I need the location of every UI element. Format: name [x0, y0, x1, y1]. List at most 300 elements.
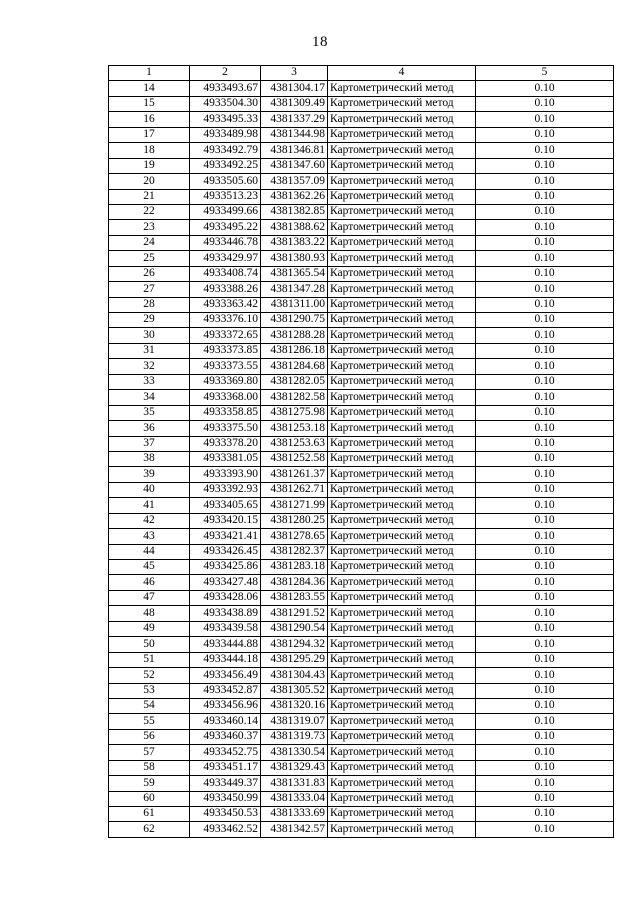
y-coordinate-cell: 4381290.54: [261, 621, 328, 636]
x-coordinate-cell: 4933428.06: [190, 590, 261, 605]
table-header-row: [109, 66, 614, 81]
method-cell: Картометрический метод: [328, 575, 476, 590]
x-coordinate-cell: 4933444.18: [190, 652, 261, 667]
x-coordinate-cell: 4933425.86: [190, 560, 261, 575]
y-coordinate-cell: 4381329.43: [261, 760, 328, 775]
y-coordinate-cell: 4381280.25: [261, 513, 328, 528]
point-number-cell: 52: [109, 668, 190, 683]
table-row: [109, 822, 614, 837]
x-coordinate-cell: 4933450.53: [190, 807, 261, 822]
point-number-cell: 27: [109, 282, 190, 297]
accuracy-cell: 0.10: [476, 127, 614, 142]
y-coordinate-cell: 4381282.58: [261, 390, 328, 405]
y-coordinate-cell: 4381305.52: [261, 683, 328, 698]
point-number-cell: 56: [109, 729, 190, 744]
method-cell: Картометрический метод: [328, 251, 476, 266]
method-cell: Картометрический метод: [328, 112, 476, 127]
y-coordinate-cell: 4381333.69: [261, 807, 328, 822]
table-body: [109, 81, 614, 837]
table-row: [109, 590, 614, 605]
accuracy-cell: 0.10: [476, 313, 614, 328]
y-coordinate-cell: 4381320.16: [261, 698, 328, 713]
y-coordinate-cell: 4381304.17: [261, 81, 328, 96]
accuracy-cell: 0.10: [476, 359, 614, 374]
point-number-cell: 51: [109, 652, 190, 667]
y-coordinate-cell: 4381383.22: [261, 235, 328, 250]
table-row: [109, 297, 614, 312]
point-number-cell: 21: [109, 189, 190, 204]
table-row: [109, 467, 614, 482]
point-number-cell: 38: [109, 451, 190, 466]
accuracy-cell: 0.10: [476, 451, 614, 466]
method-cell: Картометрический метод: [328, 436, 476, 451]
point-number-cell: 33: [109, 374, 190, 389]
point-number-cell: 60: [109, 791, 190, 806]
y-coordinate-cell: 4381295.29: [261, 652, 328, 667]
point-number-cell: 58: [109, 760, 190, 775]
y-coordinate-cell: 4381319.07: [261, 714, 328, 729]
column-header: 2: [190, 66, 261, 81]
accuracy-cell: 0.10: [476, 482, 614, 497]
point-number-cell: 62: [109, 822, 190, 837]
accuracy-cell: 0.10: [476, 560, 614, 575]
table-row: [109, 776, 614, 791]
column-header: 4: [328, 66, 476, 81]
point-number-cell: 14: [109, 81, 190, 96]
method-cell: Картометрический метод: [328, 374, 476, 389]
method-cell: Картометрический метод: [328, 81, 476, 96]
method-cell: Картометрический метод: [328, 807, 476, 822]
accuracy-cell: 0.10: [476, 235, 614, 250]
x-coordinate-cell: 4933393.90: [190, 467, 261, 482]
method-cell: Картометрический метод: [328, 652, 476, 667]
accuracy-cell: 0.10: [476, 467, 614, 482]
column-header: 5: [476, 66, 614, 81]
accuracy-cell: 0.10: [476, 282, 614, 297]
table-row: [109, 560, 614, 575]
x-coordinate-cell: 4933373.55: [190, 359, 261, 374]
y-coordinate-cell: 4381388.62: [261, 220, 328, 235]
page-number: 18: [312, 34, 328, 50]
y-coordinate-cell: 4381304.43: [261, 668, 328, 683]
method-cell: Картометрический метод: [328, 96, 476, 111]
point-number-cell: 30: [109, 328, 190, 343]
table-row: [109, 313, 614, 328]
accuracy-cell: 0.10: [476, 544, 614, 559]
point-number-cell: 26: [109, 266, 190, 281]
point-number-cell: 40: [109, 482, 190, 497]
x-coordinate-cell: 4933444.88: [190, 637, 261, 652]
y-coordinate-cell: 4381283.55: [261, 590, 328, 605]
table-row: [109, 421, 614, 436]
point-number-cell: 57: [109, 745, 190, 760]
y-coordinate-cell: 4381342.57: [261, 822, 328, 837]
column-header: 1: [109, 66, 190, 81]
method-cell: Картометрический метод: [328, 282, 476, 297]
x-coordinate-cell: 4933450.99: [190, 791, 261, 806]
table-row: [109, 220, 614, 235]
point-number-cell: 17: [109, 127, 190, 142]
table-row: [109, 807, 614, 822]
x-coordinate-cell: 4933426.45: [190, 544, 261, 559]
table-row: [109, 328, 614, 343]
y-coordinate-cell: 4381311.00: [261, 297, 328, 312]
x-coordinate-cell: 4933373.85: [190, 343, 261, 358]
x-coordinate-cell: 4933376.10: [190, 313, 261, 328]
table-row: [109, 266, 614, 281]
x-coordinate-cell: 4933427.48: [190, 575, 261, 590]
accuracy-cell: 0.10: [476, 112, 614, 127]
x-coordinate-cell: 4933381.05: [190, 451, 261, 466]
y-coordinate-cell: 4381319.73: [261, 729, 328, 744]
table-row: [109, 112, 614, 127]
method-cell: Картометрический метод: [328, 235, 476, 250]
table-row: [109, 513, 614, 528]
point-number-cell: 50: [109, 637, 190, 652]
y-coordinate-cell: 4381282.05: [261, 374, 328, 389]
table-row: [109, 390, 614, 405]
table-row: [109, 204, 614, 219]
point-number-cell: 42: [109, 513, 190, 528]
accuracy-cell: 0.10: [476, 421, 614, 436]
y-coordinate-cell: 4381284.68: [261, 359, 328, 374]
accuracy-cell: 0.10: [476, 390, 614, 405]
x-coordinate-cell: 4933492.79: [190, 143, 261, 158]
table-row: [109, 189, 614, 204]
y-coordinate-cell: 4381290.75: [261, 313, 328, 328]
table-row: [109, 174, 614, 189]
accuracy-cell: 0.10: [476, 374, 614, 389]
method-cell: Картометрический метод: [328, 729, 476, 744]
y-coordinate-cell: 4381309.49: [261, 96, 328, 111]
method-cell: Картометрический метод: [328, 390, 476, 405]
method-cell: Картометрический метод: [328, 606, 476, 621]
method-cell: Картометрический метод: [328, 590, 476, 605]
x-coordinate-cell: 4933429.97: [190, 251, 261, 266]
x-coordinate-cell: 4933363.42: [190, 297, 261, 312]
method-cell: Картометрический метод: [328, 158, 476, 173]
point-number-cell: 32: [109, 359, 190, 374]
method-cell: Картометрический метод: [328, 822, 476, 837]
table-row: [109, 343, 614, 358]
table-row: [109, 652, 614, 667]
x-coordinate-cell: 4933449.37: [190, 776, 261, 791]
y-coordinate-cell: 4381253.63: [261, 436, 328, 451]
method-cell: Картометрический метод: [328, 637, 476, 652]
point-number-cell: 48: [109, 606, 190, 621]
table-row: [109, 405, 614, 420]
point-number-cell: 23: [109, 220, 190, 235]
x-coordinate-cell: 4933438.89: [190, 606, 261, 621]
x-coordinate-cell: 4933451.17: [190, 760, 261, 775]
y-coordinate-cell: 4381253.18: [261, 421, 328, 436]
table-row: [109, 158, 614, 173]
y-coordinate-cell: 4381262.71: [261, 482, 328, 497]
method-cell: Картометрический метод: [328, 513, 476, 528]
accuracy-cell: 0.10: [476, 81, 614, 96]
x-coordinate-cell: 4933452.87: [190, 683, 261, 698]
table-row: [109, 760, 614, 775]
table-row: [109, 81, 614, 96]
x-coordinate-cell: 4933421.41: [190, 529, 261, 544]
accuracy-cell: 0.10: [476, 575, 614, 590]
y-coordinate-cell: 4381333.04: [261, 791, 328, 806]
y-coordinate-cell: 4381380.93: [261, 251, 328, 266]
method-cell: Картометрический метод: [328, 174, 476, 189]
accuracy-cell: 0.10: [476, 204, 614, 219]
y-coordinate-cell: 4381294.32: [261, 637, 328, 652]
method-cell: Картометрический метод: [328, 791, 476, 806]
accuracy-cell: 0.10: [476, 590, 614, 605]
point-number-cell: 22: [109, 204, 190, 219]
x-coordinate-cell: 4933456.96: [190, 698, 261, 713]
table-row: [109, 683, 614, 698]
point-number-cell: 41: [109, 498, 190, 513]
column-header: 3: [261, 66, 328, 81]
accuracy-cell: 0.10: [476, 729, 614, 744]
method-cell: Картометрический метод: [328, 714, 476, 729]
method-cell: Картометрический метод: [328, 297, 476, 312]
accuracy-cell: 0.10: [476, 683, 614, 698]
table-row: [109, 729, 614, 744]
x-coordinate-cell: 4933446.78: [190, 235, 261, 250]
point-number-cell: 61: [109, 807, 190, 822]
method-cell: Картометрический метод: [328, 343, 476, 358]
y-coordinate-cell: 4381331.83: [261, 776, 328, 791]
x-coordinate-cell: 4933378.20: [190, 436, 261, 451]
point-number-cell: 31: [109, 343, 190, 358]
point-number-cell: 53: [109, 683, 190, 698]
x-coordinate-cell: 4933489.98: [190, 127, 261, 142]
y-coordinate-cell: 4381271.99: [261, 498, 328, 513]
accuracy-cell: 0.10: [476, 266, 614, 281]
accuracy-cell: 0.10: [476, 529, 614, 544]
method-cell: Картометрический метод: [328, 189, 476, 204]
y-coordinate-cell: 4381347.60: [261, 158, 328, 173]
y-coordinate-cell: 4381346.81: [261, 143, 328, 158]
method-cell: Картометрический метод: [328, 621, 476, 636]
x-coordinate-cell: 4933460.37: [190, 729, 261, 744]
method-cell: Картометрический метод: [328, 544, 476, 559]
point-number-cell: 55: [109, 714, 190, 729]
method-cell: Картометрический метод: [328, 266, 476, 281]
accuracy-cell: 0.10: [476, 807, 614, 822]
point-number-cell: 16: [109, 112, 190, 127]
table-row: [109, 359, 614, 374]
y-coordinate-cell: 4381282.37: [261, 544, 328, 559]
accuracy-cell: 0.10: [476, 343, 614, 358]
method-cell: Картометрический метод: [328, 698, 476, 713]
y-coordinate-cell: 4381357.09: [261, 174, 328, 189]
point-number-cell: 45: [109, 560, 190, 575]
method-cell: Картометрический метод: [328, 776, 476, 791]
method-cell: Картометрический метод: [328, 359, 476, 374]
point-number-cell: 44: [109, 544, 190, 559]
accuracy-cell: 0.10: [476, 405, 614, 420]
method-cell: Картометрический метод: [328, 560, 476, 575]
method-cell: Картометрический метод: [328, 313, 476, 328]
accuracy-cell: 0.10: [476, 513, 614, 528]
accuracy-cell: 0.10: [476, 143, 614, 158]
y-coordinate-cell: 4381252.58: [261, 451, 328, 466]
accuracy-cell: 0.10: [476, 760, 614, 775]
method-cell: Картометрический метод: [328, 482, 476, 497]
point-number-cell: 59: [109, 776, 190, 791]
point-number-cell: 43: [109, 529, 190, 544]
table-row: [109, 143, 614, 158]
x-coordinate-cell: 4933492.25: [190, 158, 261, 173]
x-coordinate-cell: 4933388.26: [190, 282, 261, 297]
x-coordinate-cell: 4933460.14: [190, 714, 261, 729]
table-row: [109, 637, 614, 652]
accuracy-cell: 0.10: [476, 714, 614, 729]
point-number-cell: 39: [109, 467, 190, 482]
table-row: [109, 606, 614, 621]
y-coordinate-cell: 4381286.18: [261, 343, 328, 358]
point-number-cell: 25: [109, 251, 190, 266]
table-row: [109, 791, 614, 806]
method-cell: Картометрический метод: [328, 220, 476, 235]
y-coordinate-cell: 4381347.28: [261, 282, 328, 297]
table-row: [109, 621, 614, 636]
point-number-cell: 34: [109, 390, 190, 405]
y-coordinate-cell: 4381344.98: [261, 127, 328, 142]
accuracy-cell: 0.10: [476, 174, 614, 189]
accuracy-cell: 0.10: [476, 822, 614, 837]
accuracy-cell: 0.10: [476, 498, 614, 513]
point-number-cell: 20: [109, 174, 190, 189]
point-number-cell: 49: [109, 621, 190, 636]
table-row: [109, 282, 614, 297]
accuracy-cell: 0.10: [476, 698, 614, 713]
y-coordinate-cell: 4381291.52: [261, 606, 328, 621]
accuracy-cell: 0.10: [476, 745, 614, 760]
x-coordinate-cell: 4933405.65: [190, 498, 261, 513]
y-coordinate-cell: 4381382.85: [261, 204, 328, 219]
x-coordinate-cell: 4933439.58: [190, 621, 261, 636]
method-cell: Картометрический метод: [328, 683, 476, 698]
x-coordinate-cell: 4933495.22: [190, 220, 261, 235]
table-row: [109, 251, 614, 266]
y-coordinate-cell: 4381362.26: [261, 189, 328, 204]
y-coordinate-cell: 4381288.28: [261, 328, 328, 343]
table-row: [109, 482, 614, 497]
accuracy-cell: 0.10: [476, 436, 614, 451]
x-coordinate-cell: 4933504.30: [190, 96, 261, 111]
table-row: [109, 668, 614, 683]
x-coordinate-cell: 4933452.75: [190, 745, 261, 760]
method-cell: Картометрический метод: [328, 127, 476, 142]
y-coordinate-cell: 4381278.65: [261, 529, 328, 544]
accuracy-cell: 0.10: [476, 668, 614, 683]
method-cell: Картометрический метод: [328, 204, 476, 219]
x-coordinate-cell: 4933392.93: [190, 482, 261, 497]
accuracy-cell: 0.10: [476, 652, 614, 667]
point-number-cell: 54: [109, 698, 190, 713]
y-coordinate-cell: 4381261.37: [261, 467, 328, 482]
accuracy-cell: 0.10: [476, 251, 614, 266]
x-coordinate-cell: 4933408.74: [190, 266, 261, 281]
method-cell: Картометрический метод: [328, 328, 476, 343]
table-row: [109, 544, 614, 559]
point-number-cell: 46: [109, 575, 190, 590]
accuracy-cell: 0.10: [476, 189, 614, 204]
accuracy-cell: 0.10: [476, 791, 614, 806]
y-coordinate-cell: 4381330.54: [261, 745, 328, 760]
method-cell: Картометрический метод: [328, 405, 476, 420]
x-coordinate-cell: 4933513.23: [190, 189, 261, 204]
point-number-cell: 29: [109, 313, 190, 328]
table-row: [109, 745, 614, 760]
accuracy-cell: 0.10: [476, 328, 614, 343]
accuracy-cell: 0.10: [476, 96, 614, 111]
x-coordinate-cell: 4933456.49: [190, 668, 261, 683]
table-row: [109, 96, 614, 111]
x-coordinate-cell: 4933372.65: [190, 328, 261, 343]
method-cell: Картометрический метод: [328, 668, 476, 683]
method-cell: Картометрический метод: [328, 467, 476, 482]
point-number-cell: 24: [109, 235, 190, 250]
x-coordinate-cell: 4933493.67: [190, 81, 261, 96]
accuracy-cell: 0.10: [476, 220, 614, 235]
y-coordinate-cell: 4381275.98: [261, 405, 328, 420]
y-coordinate-cell: 4381283.18: [261, 560, 328, 575]
x-coordinate-cell: 4933369.80: [190, 374, 261, 389]
x-coordinate-cell: 4933358.85: [190, 405, 261, 420]
point-number-cell: 28: [109, 297, 190, 312]
coordinates-table: [108, 65, 614, 838]
accuracy-cell: 0.10: [476, 158, 614, 173]
method-cell: Картометрический метод: [328, 143, 476, 158]
table-row: [109, 575, 614, 590]
method-cell: Картометрический метод: [328, 745, 476, 760]
point-number-cell: 15: [109, 96, 190, 111]
point-number-cell: 36: [109, 421, 190, 436]
method-cell: Картометрический метод: [328, 760, 476, 775]
x-coordinate-cell: 4933499.66: [190, 204, 261, 219]
method-cell: Картометрический метод: [328, 498, 476, 513]
x-coordinate-cell: 4933495.33: [190, 112, 261, 127]
table-row: [109, 498, 614, 513]
accuracy-cell: 0.10: [476, 621, 614, 636]
table-row: [109, 235, 614, 250]
point-number-cell: 35: [109, 405, 190, 420]
table-row: [109, 698, 614, 713]
method-cell: Картометрический метод: [328, 421, 476, 436]
table-row: [109, 436, 614, 451]
accuracy-cell: 0.10: [476, 606, 614, 621]
table-row: [109, 714, 614, 729]
y-coordinate-cell: 4381337.29: [261, 112, 328, 127]
point-number-cell: 19: [109, 158, 190, 173]
point-number-cell: 18: [109, 143, 190, 158]
accuracy-cell: 0.10: [476, 297, 614, 312]
x-coordinate-cell: 4933505.60: [190, 174, 261, 189]
table-row: [109, 451, 614, 466]
x-coordinate-cell: 4933462.52: [190, 822, 261, 837]
method-cell: Картометрический метод: [328, 451, 476, 466]
accuracy-cell: 0.10: [476, 637, 614, 652]
table-row: [109, 529, 614, 544]
x-coordinate-cell: 4933420.15: [190, 513, 261, 528]
y-coordinate-cell: 4381284.36: [261, 575, 328, 590]
table-row: [109, 127, 614, 142]
table-row: [109, 374, 614, 389]
x-coordinate-cell: 4933368.00: [190, 390, 261, 405]
y-coordinate-cell: 4381365.54: [261, 266, 328, 281]
point-number-cell: 37: [109, 436, 190, 451]
method-cell: Картометрический метод: [328, 529, 476, 544]
